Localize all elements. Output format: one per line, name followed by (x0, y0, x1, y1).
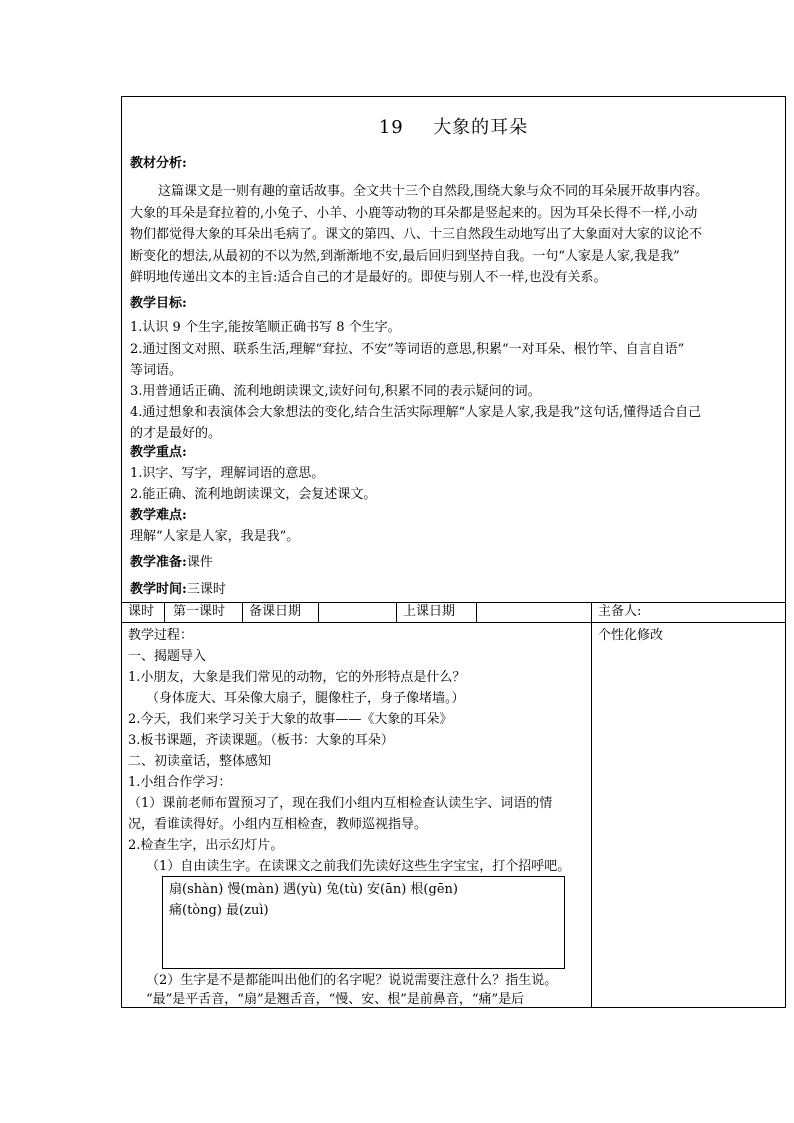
goals-heading: 教学目标: (130, 296, 187, 311)
process-line: 2.今天，我们来学习关于大象的故事——《大象的耳朵》 (128, 712, 453, 727)
process-line: 况，看谁读得好。小组内互相检查，教师巡视指导。 (128, 817, 428, 832)
column-divider (164, 602, 165, 622)
process-line: （身体庞大、耳朵像大扇子，腿像柱子，身子像堵墙。） (146, 691, 465, 706)
process-line: 一、揭题导入 (128, 649, 207, 664)
key-points-heading: 教学重点: (130, 445, 187, 460)
process-line: 2.检查生字，出示幻灯片。 (128, 838, 284, 853)
analysis-line: 物们都觉得大象的耳朵出毛病了。课文的第四、八、十三自然段生动地写出了大象面对大家的议论不 (130, 227, 703, 242)
pinyin-box (162, 876, 565, 969)
column-divider (476, 602, 477, 622)
goal-line: 3.用普通话正确、流利地朗读课文,读好问句,积累不同的表示疑问的词。 (130, 384, 541, 399)
process-line: 教学过程： (128, 628, 194, 643)
class-date-label: 上课日期 (403, 604, 456, 619)
preparation-row (130, 554, 213, 572)
preparation-heading: 教学准备: (130, 555, 187, 570)
lesson-title: 大象的耳朵 (433, 117, 529, 138)
analysis-line: 大象的耳朵是耷拉着的,小兔子、小羊、小鹿等动物的耳朵都是竖起来的。因为耳朵长得不一样,小动 (130, 205, 698, 221)
difficulties-heading: 教学难点: (130, 508, 187, 523)
column-divider (591, 602, 592, 1007)
lesson-number: 19 (378, 117, 404, 138)
goal-line: 4.通过想象和表演体会大象想法的变化,结合生活实际理解“人家是人家,我是我”这句话,懂得适合自己 (130, 405, 702, 420)
process-line: 1.小组合作学习： (128, 775, 232, 790)
process-line: （1）课前老师布置预习了，现在我们小组内互相检查认读生字、词语的情 (128, 796, 553, 811)
time-value: 三课时 (186, 582, 226, 597)
lesson-plan-table (121, 96, 786, 1008)
prep-date-label: 备课日期 (249, 604, 302, 619)
process-line: “最”是平舌音，“扇”是翘舌音，“慢、安、根”是前鼻音，“痛”是后 (146, 992, 525, 1007)
lesson-label: 课时 (128, 604, 155, 619)
goal-line: 1.认识 9 个生字,能按笔顺正确书写 8 个生字。 (130, 320, 401, 335)
analysis-heading: 教材分析: (130, 156, 187, 171)
process-line: （2）生字是不是都能叫出他们的名字呢？说说需要注意什么？指生说。 (146, 973, 558, 988)
row-divider (122, 622, 785, 623)
lesson-value: 第一课时 (173, 604, 226, 619)
process-line: 1.小朋友，大象是我们常见的动物，它的外形特点是什么？ (128, 670, 466, 685)
column-divider (396, 602, 397, 622)
process-line: 二、初读童话，整体感知 (128, 754, 272, 769)
process-line: 3.板书课题，齐读课题。（板书：大象的耳朵） (128, 733, 394, 748)
goal-line: 2.通过图文对照、联系生活,理解“耷拉、不安”等词语的意思,积累“一对耳朵、根竹竿、自言自语” (130, 342, 685, 357)
page-title (122, 116, 785, 140)
key-point-line: 2.能正确、流利地朗读课文，会复述课文。 (130, 487, 377, 502)
process-line: （1）自由读生字。在读课文之前我们先读好这些生字宝宝，打个招呼吧。 (146, 859, 571, 874)
column-divider (318, 602, 319, 622)
goal-line: 的才是最好的。 (130, 426, 222, 441)
preparation-value: 课件 (186, 555, 213, 570)
difficulties-text: 理解“人家是人家，我是我”。 (130, 529, 300, 544)
key-point-line: 1.识字、写字，理解词语的意思。 (130, 466, 325, 481)
analysis-line: 断变化的想法,从最初的不以为然,到渐渐地不安,最后回归到坚持自我。一句“人家是人家,我是我” (130, 248, 680, 264)
side-column-heading: 个性化修改 (598, 628, 664, 643)
goal-line: 等词语。 (130, 363, 183, 378)
time-row (130, 581, 226, 599)
pinyin-line: 痛(tòng) 最(zuì) (169, 903, 269, 918)
analysis-line: 这篇课文是一则有趣的童话故事。全文共十三个自然段,围绕大象与众不同的耳朵展开故事内容。 (158, 184, 709, 199)
time-heading: 教学时间: (130, 582, 187, 597)
column-divider (242, 602, 243, 622)
analysis-line: 鲜明地传递出文本的主旨:适合自己的才是最好的。即使与别人不一样,也没有关系。 (130, 270, 607, 285)
preparer-label: 主备人: (598, 604, 642, 619)
pinyin-line: 扇(shàn) 慢(màn) 遇(yù) 兔(tù) 安(ān) 根(gēn) (169, 882, 458, 897)
